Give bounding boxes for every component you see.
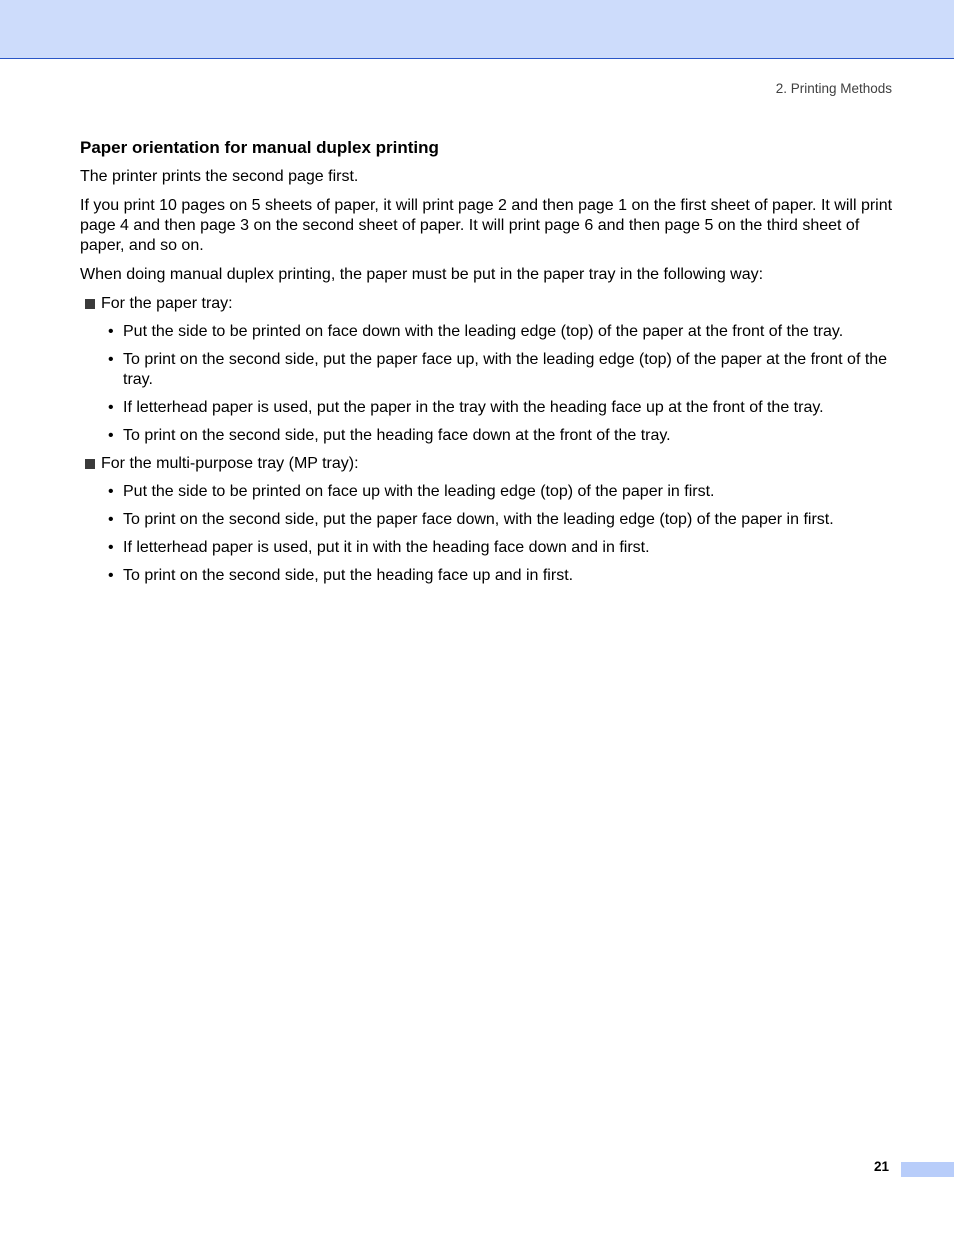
paragraph: The printer prints the second page first. xyxy=(80,168,359,185)
mp-tray-list xyxy=(80,482,894,586)
paragraph: When doing manual duplex printing, the paper must be put in the paper tray in the following way: xyxy=(80,266,764,283)
list-item xyxy=(80,482,894,502)
square-bullet-icon xyxy=(85,459,95,469)
mp-tray-heading xyxy=(80,454,894,474)
list-item-text: Put the side to be printed on face down with the leading edge (top) of the paper at the front of the tray. xyxy=(123,323,844,340)
square-bullet-icon xyxy=(85,299,95,309)
paper-tray-heading xyxy=(80,294,894,314)
list-item xyxy=(80,426,894,446)
bullet-dot-icon: • xyxy=(108,323,114,340)
list-item xyxy=(80,322,894,342)
list-item xyxy=(80,566,894,586)
bullet-dot-icon: • xyxy=(108,539,114,556)
list-item xyxy=(80,398,894,418)
section-title: Paper orientation for manual duplex printing xyxy=(80,138,439,157)
bullet-dot-icon: • xyxy=(108,511,114,528)
list-item xyxy=(80,538,894,558)
bullet-dot-icon: • xyxy=(108,567,114,584)
list-item xyxy=(80,510,894,530)
paragraph: If you print 10 pages on 5 sheets of paper, it will print page 2 and then page 1 on the first sheet of paper. It will print page 4 and then page 3 on the second sheet of paper. It will print page 6 and then page 5 on the third sheet of paper, and so on. xyxy=(80,197,893,254)
list-item xyxy=(80,350,894,390)
header-band xyxy=(0,0,954,59)
list-item-text: To print on the second side, put the heading face down at the front of the tray. xyxy=(123,427,671,444)
tray-label: For the paper tray: xyxy=(101,295,233,312)
page-content xyxy=(80,137,894,594)
bullet-dot-icon: • xyxy=(108,483,114,500)
list-item-text: If letterhead paper is used, put the paper in the tray with the heading face up at the front of the tray. xyxy=(123,399,824,416)
list-item-text: To print on the second side, put the paper face up, with the leading edge (top) of the paper at the front of the tray. xyxy=(123,351,888,388)
list-item-text: To print on the second side, put the paper face down, with the leading edge (top) of the paper in first. xyxy=(123,511,834,528)
bullet-dot-icon: • xyxy=(108,399,114,416)
list-item-text: To print on the second side, put the heading face up and in first. xyxy=(123,567,574,584)
page-tab-marker xyxy=(901,1162,954,1177)
running-header: 2. Printing Methods xyxy=(775,81,892,96)
paper-tray-list xyxy=(80,322,894,446)
page-number: 21 xyxy=(874,1159,890,1174)
bullet-dot-icon: • xyxy=(108,351,114,368)
list-item-text: Put the side to be printed on face up with the leading edge (top) of the paper in first. xyxy=(123,483,715,500)
tray-label: For the multi-purpose tray (MP tray): xyxy=(101,455,359,472)
list-item-text: If letterhead paper is used, put it in with the heading face down and in first. xyxy=(123,539,650,556)
bullet-dot-icon: • xyxy=(108,427,114,444)
